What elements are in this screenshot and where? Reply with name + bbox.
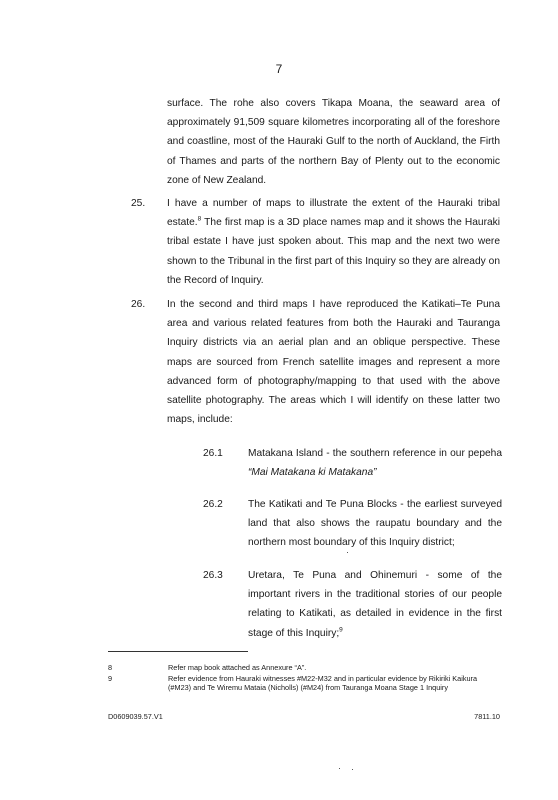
subitem-number: 26.1 — [203, 448, 223, 459]
footnote-8: Refer map book attached as Annexure “A”. — [168, 663, 307, 672]
footnote-number: 8 — [108, 663, 113, 672]
scan-speck — [339, 768, 340, 769]
paragraph-number: 26. — [131, 299, 146, 310]
paragraph-number: 25. — [131, 198, 146, 209]
scan-speck — [352, 769, 353, 770]
document-id: D0609039.57.V1 — [108, 712, 163, 721]
footnote-ref: 8 — [197, 215, 202, 223]
subitem-26-1 — [248, 444, 502, 482]
document-reference: 7811.10 — [474, 712, 500, 721]
subitem-26-3 — [248, 566, 502, 643]
scan-speck — [347, 552, 348, 553]
paragraph-26: In the second and third maps I have reproduced the Katikati–Te Puna area and various related features from both the Hauraki and Tauranga Inquiry districts via an aerial plan and an oblique perspective. These maps are sourced from French satellite images and represent a more advanced form of photography/mapping to that used with the above satellite photography. The areas which I will identify on these latter two maps, include: — [167, 299, 500, 426]
subitem-number: 26.3 — [203, 570, 223, 581]
footnote-number: 9 — [108, 674, 113, 683]
footnote-9: Refer evidence from Hauraki witnesses #M22-M32 and in particular evidence by Rikiriki Kaikura (#M23) and Te Wiremu Mataia (Nicholls) (#M24) from Tauranga Moana Stage 1 Inquiry — [168, 674, 478, 693]
pepeha-quote: “Mai Matakana ki Matakana” — [248, 467, 377, 479]
intro-paragraph: surface. The rohe also covers Tikapa Moana, the seaward area of approximately 91,509 square kilometres incorporating all of the foreshore and coastline, most of the Hauraki Gulf to the north of Auckland, the Firth of Thames and parts of the northern Bay of Plenty out to the economic zone of New Zealand. — [167, 98, 500, 186]
footnote-divider — [108, 651, 248, 652]
subitem-text: Uretara, Te Puna and Ohinemuri - some of the important rivers in the traditional stories of our people relating to Katikati, as detailed in evidence in the first stage of this Inquiry; — [248, 570, 502, 639]
paragraph-text: I have a number of maps to illustrate the extent of the Hauraki tribal estate. — [167, 198, 500, 229]
subitem-26-2: The Katikati and Te Puna Blocks - the earliest surveyed land that also shows the raupatu boundary and the northern most boundary of this Inquiry district; — [248, 499, 502, 549]
subitem-text: Matakana Island - the southern reference in our pepeha — [248, 448, 502, 459]
paragraph-text: The first map is a 3D place names map and it shows the Hauraki tribal estate I have just spoken about. This map and the next two were shown to the Tribunal in the first part of this Inquiry so they are already on the Record of Inquiry. — [167, 217, 500, 286]
subitem-number: 26.2 — [203, 499, 223, 510]
page-number: 7 — [275, 62, 283, 76]
footnote-ref: 9 — [339, 626, 343, 634]
paragraph-25 — [167, 194, 500, 290]
